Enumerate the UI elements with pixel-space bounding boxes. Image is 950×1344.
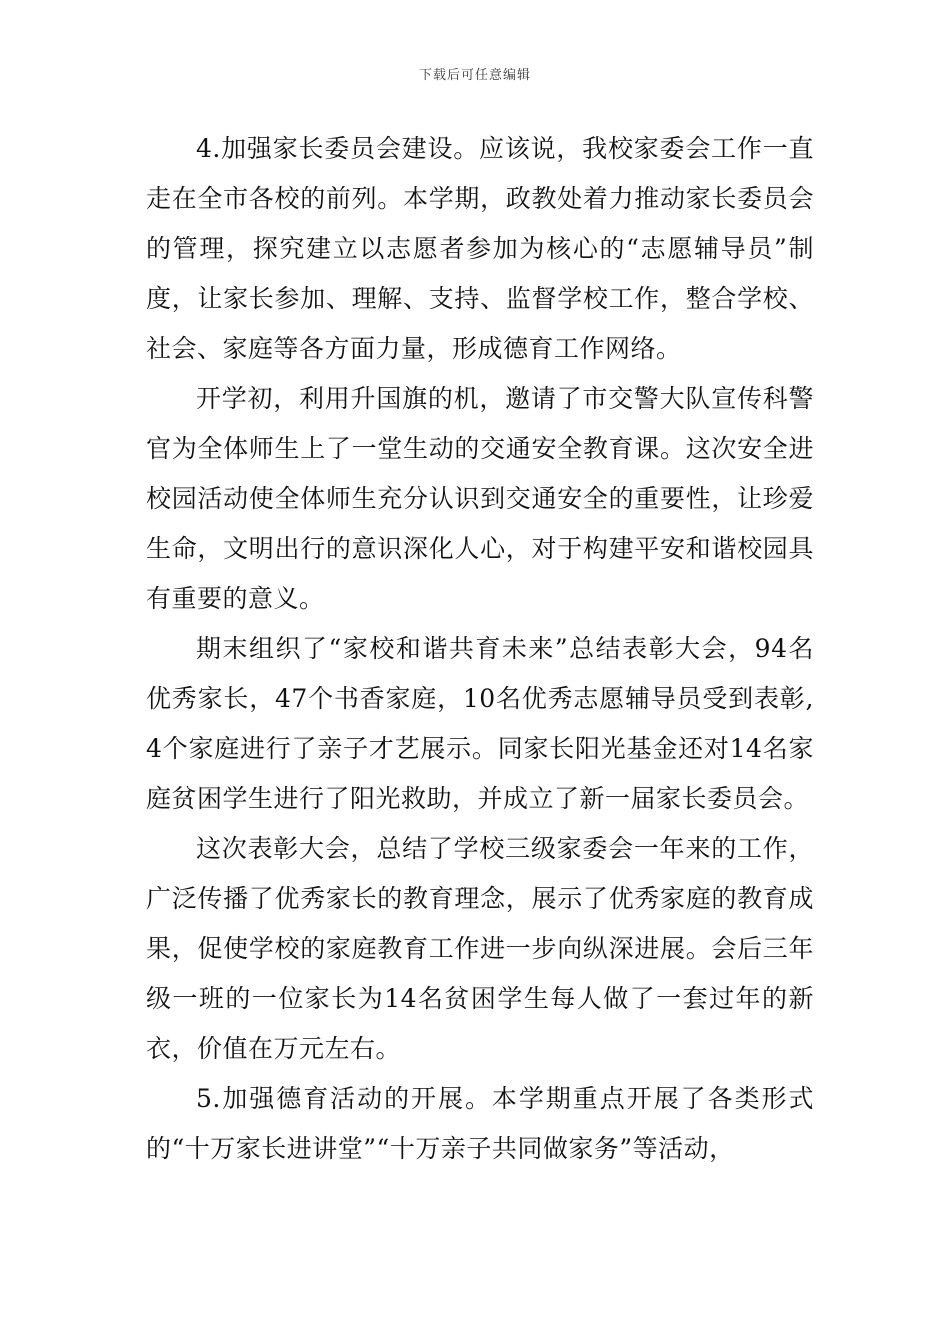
page-header: 下载后可任意编辑 bbox=[418, 68, 531, 83]
paragraph-moral-activities: 5.加强德育活动的开展。本学期重点开展了各类形式的“十万家长进讲堂”“十万亲子共同做家务”等活动， bbox=[146, 1084, 814, 1163]
document-body bbox=[146, 124, 814, 1174]
paragraph-traffic-safety: 开学初，利用升国旗的机，邀请了市交警大队宣传科警官为全体师生上了一堂生动的交通安全教育课。这次安全进校园活动使全体师生充分认识到交通安全的重要性，让珍爱生命，文明出行的意识深化人心，对于构建平安和谐校园具有重要的意义。 bbox=[146, 384, 814, 613]
paragraph-parent-committee: 4.加强家长委员会建设。应该说，我校家委会工作一直走在全市各校的前列。本学期，政教处着力推动家长委员会的管理，探究建立以志愿者参加为核心的“志愿辅导员”制度，让家长参加、理解、支持、监督学校工作，整合学校、社会、家庭等各方面力量，形成德育工作网络。 bbox=[146, 134, 814, 363]
paragraph-awards-meeting: 期末组织了“家校和谐共育未来”总结表彰大会，94名优秀家长，47个书香家庭，10名优秀志愿辅导员受到表彰,4个家庭进行了亲子才艺展示。同家长阳光基金还对14名家庭贫困学生进行了阳光救助，并成立了新一届家长委员会。 bbox=[146, 634, 814, 813]
paragraph-meeting-summary: 这次表彰大会，总结了学校三级家委会一年来的工作，广泛传播了优秀家长的教育理念，展示了优秀家庭的教育成果，促使学校的家庭教育工作进一步向纵深进展。会后三年级一班的一位家长为14名贫困学生每人做了一套过年的新衣，价值在万元左右。 bbox=[146, 834, 814, 1063]
